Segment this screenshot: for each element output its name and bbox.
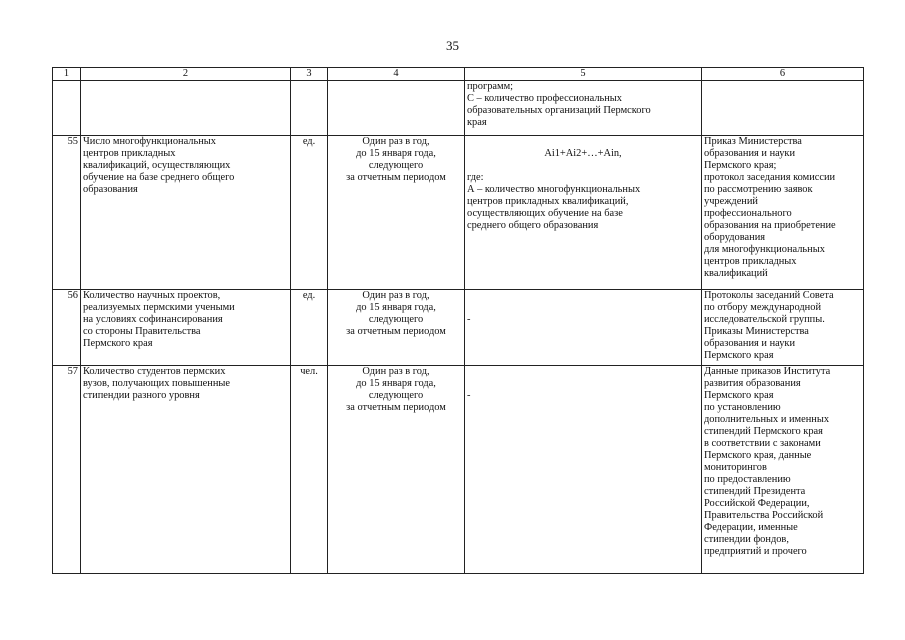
page-number: 35 (446, 38, 459, 53)
period-cell (328, 81, 465, 136)
table-row (53, 136, 864, 290)
source-cell: Данные приказов Института развития образования Пермского края по установлению дополнительных и именных стипендий Пермского края в соответствии с законами Пермского края, данные мониторингов по предоставлению стипендий Президента Российской Федерации, Правительства Российской Федерации, именные стипендии фондов, предприятий и прочего (702, 366, 864, 574)
formula-description: - (467, 314, 471, 325)
table-row (53, 366, 864, 574)
formula-cell (465, 136, 702, 290)
header-col-1: 1 (53, 68, 81, 81)
indicator-name-cell: Количество студентов пермских вузов, получающих повышенные стипендии разного уровня (81, 366, 291, 574)
formula-cell: программ; С – количество профессиональных образовательных организаций Пермского края (465, 81, 702, 136)
indicator-name-cell: Количество научных проектов, реализуемых пермскими учеными на условиях софинансирования со стороны Правительства Пермского края (81, 290, 291, 366)
source-cell: Приказ Министерства образования и науки Пермского края; протокол заседания комиссии по рассмотрению заявок учреждений профессионального образования на приобретение оборудования для многофункциональных центров прикладных квалификаций (702, 136, 864, 290)
source-cell: Протоколы заседаний Совета по отбору международной исследовательской группы. Приказы Министерства образования и науки Пермского края (702, 290, 864, 366)
unit-cell: ед. (291, 136, 328, 290)
row-number-cell: 56 (53, 290, 81, 366)
row-number-cell: 55 (53, 136, 81, 290)
header-col-2: 2 (81, 68, 291, 81)
table-row-continuation (53, 81, 864, 136)
indicators-table (52, 67, 864, 574)
table-row (53, 290, 864, 366)
unit-cell (291, 81, 328, 136)
period-cell: Один раз в год, до 15 января года, следующего за отчетным периодом (328, 136, 465, 290)
period-cell: Один раз в год, до 15 января года, следующего за отчетным периодом (328, 290, 465, 366)
indicator-name-cell (81, 81, 291, 136)
formula-description: - (467, 390, 471, 401)
formula-expression: Ai1+Ai2+…+Ain, (544, 148, 622, 159)
formula-cell (465, 290, 702, 366)
formula-cell (465, 366, 702, 574)
header-col-3: 3 (291, 68, 328, 81)
source-cell (702, 81, 864, 136)
indicator-name-cell: Число многофункциональных центров прикладных квалификаций, осуществляющих обучение на базе среднего общего образования (81, 136, 291, 290)
unit-cell: ед. (291, 290, 328, 366)
header-col-6: 6 (702, 68, 864, 81)
period-cell: Один раз в год, до 15 января года, следующего за отчетным периодом (328, 366, 465, 574)
header-row (53, 68, 864, 81)
header-col-4: 4 (328, 68, 465, 81)
row-number-cell: 57 (53, 366, 81, 574)
unit-cell: чел. (291, 366, 328, 574)
formula-description: где: А – количество многофункциональных центров прикладных квалификаций, осуществляющих обучение на базе среднего общего образования (467, 172, 641, 231)
header-col-5: 5 (465, 68, 702, 81)
row-number-cell (53, 81, 81, 136)
